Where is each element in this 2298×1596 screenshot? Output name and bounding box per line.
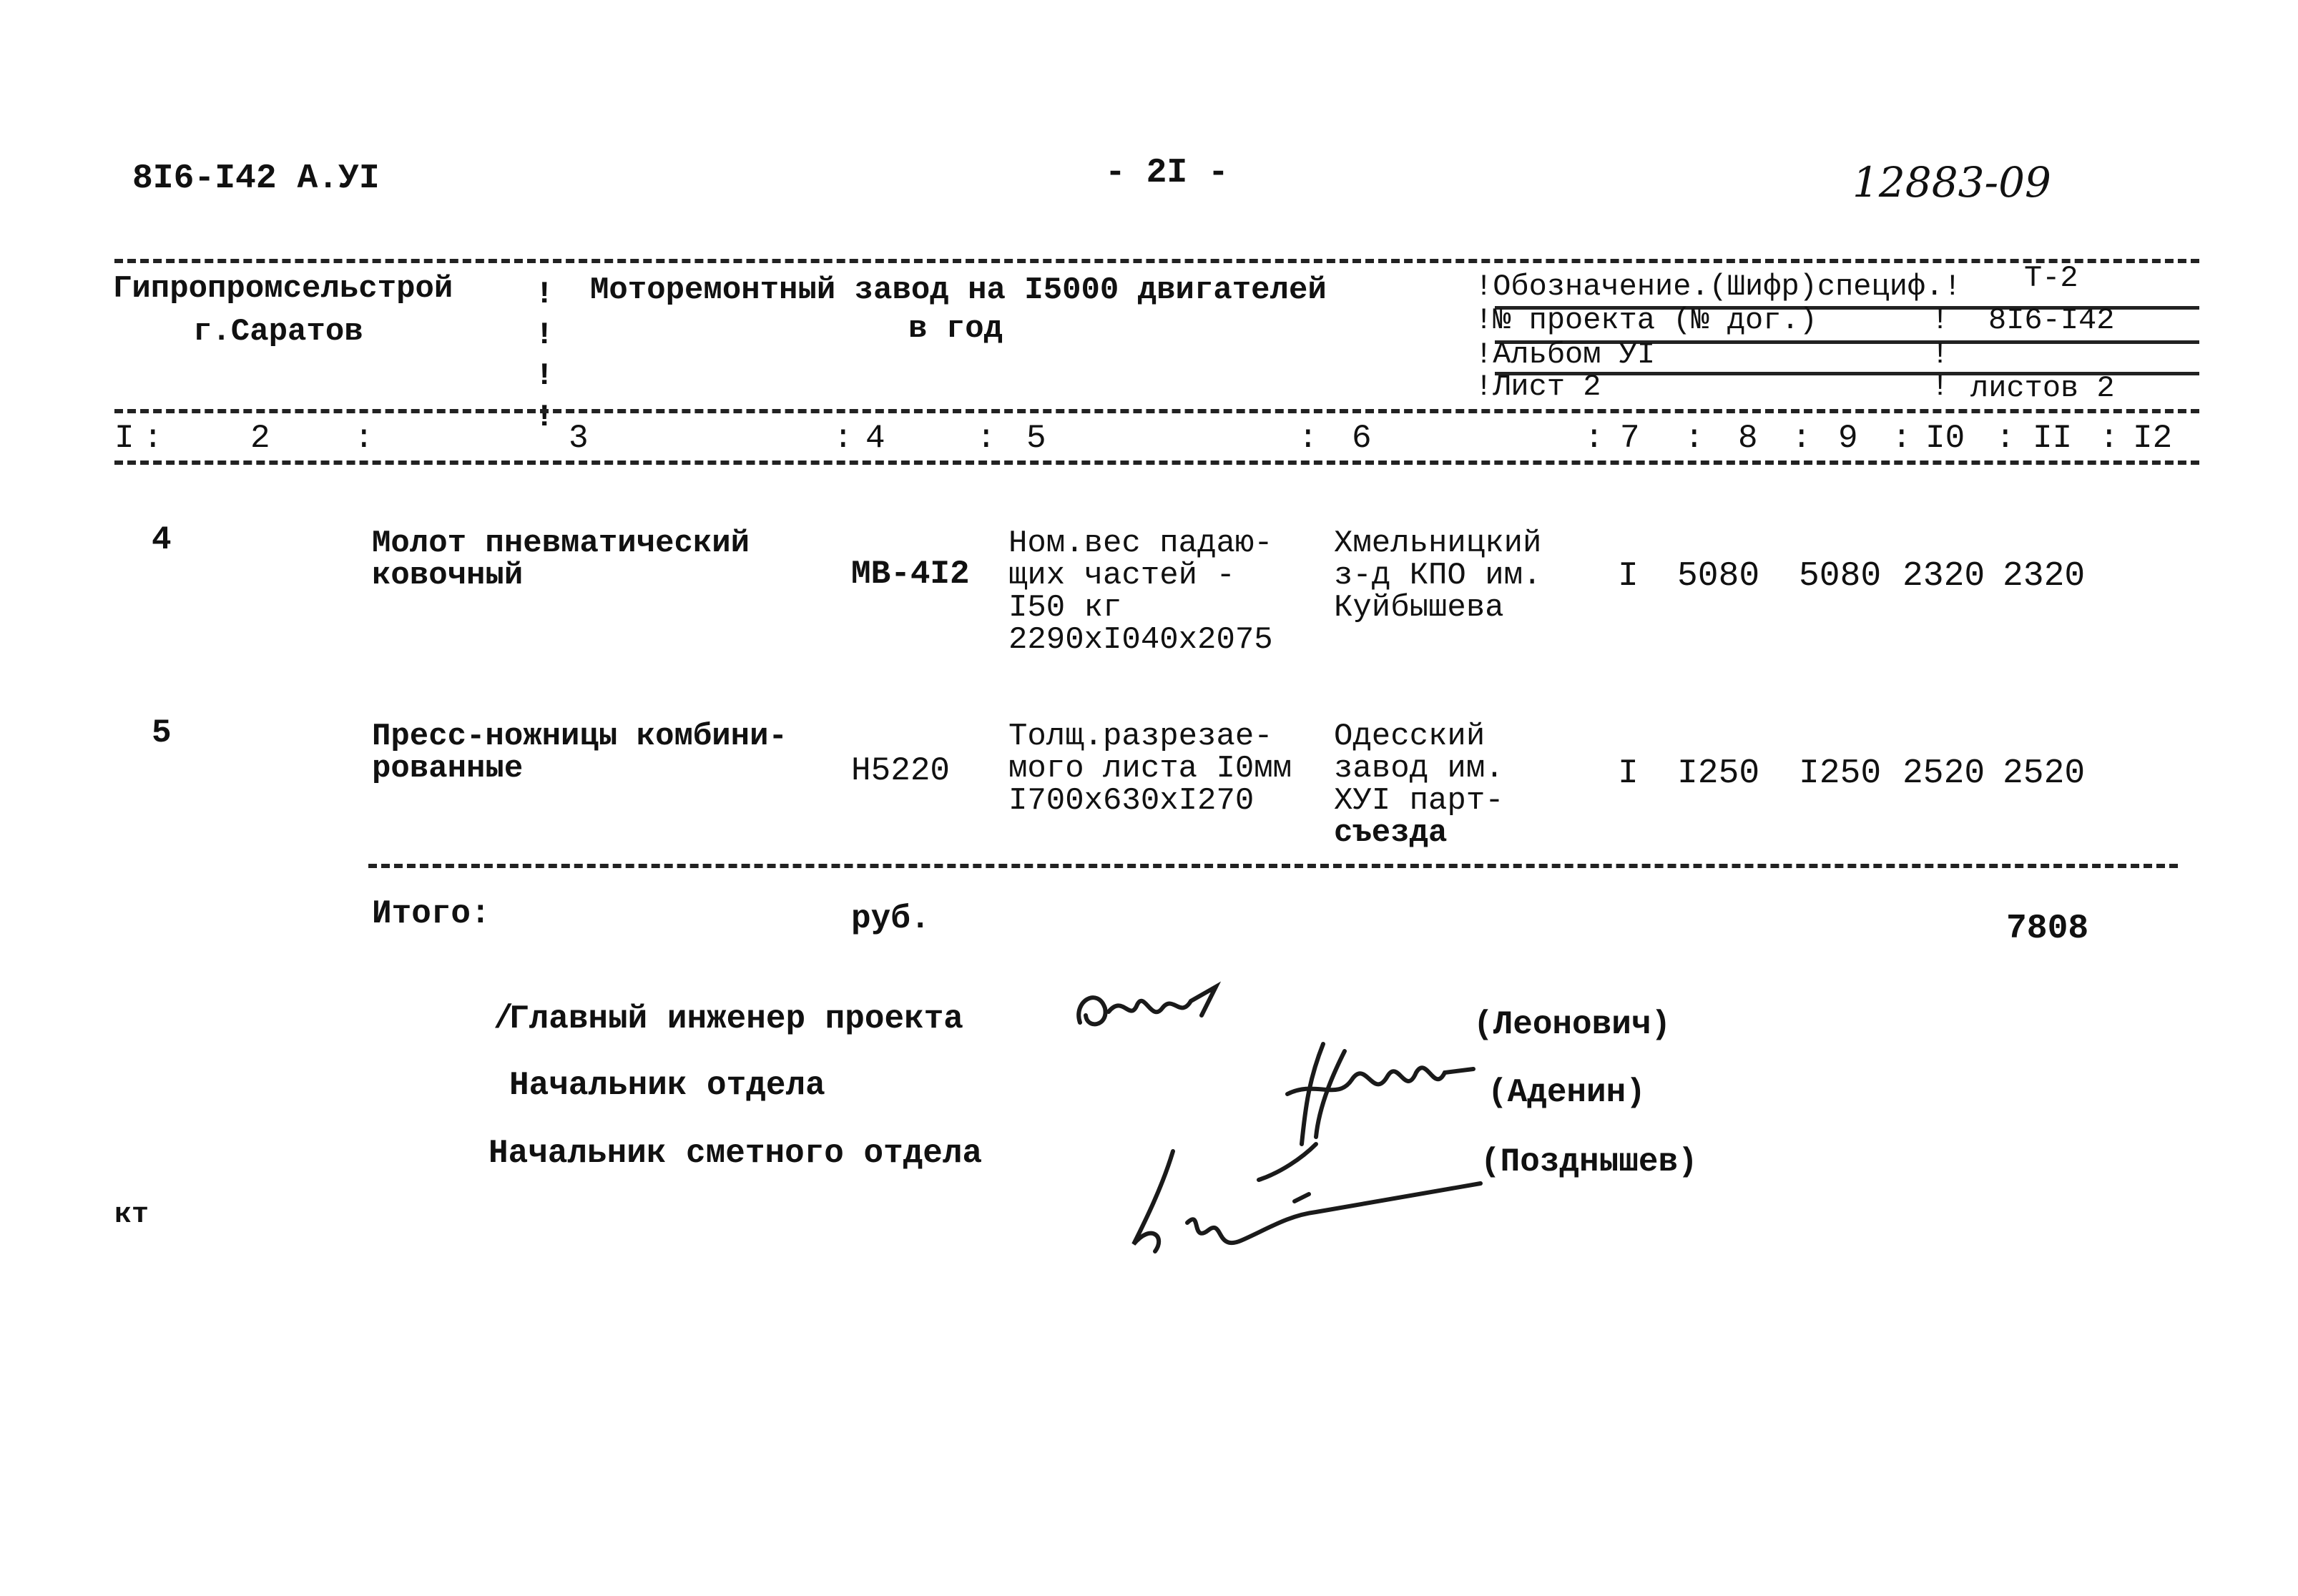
total-unit: руб. — [851, 900, 931, 937]
value-cell-col10: 2320 — [1902, 557, 1985, 596]
column-number: 8 — [1738, 420, 1758, 457]
column-number: 4 — [865, 420, 885, 457]
column-number: 5 — [1026, 420, 1046, 457]
row-number: 5 — [152, 714, 172, 752]
equipment-name: ковочный — [372, 558, 524, 593]
signature-role: Начальник отдела — [509, 1067, 825, 1104]
equipment-spec: Толщ.разрезае- — [1008, 719, 1273, 754]
column-separators: : — [1892, 420, 1912, 457]
value-cell-col10: 2520 — [1902, 754, 1985, 793]
column-separators: : — [143, 420, 163, 457]
signature-scribble-estimates-head — [1123, 1137, 1509, 1258]
project-number-value: 8I6-I42 — [1988, 303, 2115, 338]
column-number: I0 — [1925, 420, 1965, 457]
manufacturer: завод им. — [1334, 751, 1504, 787]
value-cell-col9: 5080 — [1799, 557, 1882, 596]
organization-name: Гипропромсельстрой — [113, 271, 453, 307]
equipment-spec: I50 кг — [1008, 590, 1122, 626]
manufacturer: Куйбышева — [1334, 590, 1504, 626]
column-separators: : — [1584, 420, 1604, 457]
column-number: 3 — [569, 420, 589, 457]
document-code: 8I6-I42 А.УI — [132, 159, 380, 198]
title-block-separator: ! — [1931, 338, 1950, 372]
title-block-bottom-rule — [114, 409, 2199, 413]
equipment-name: рованные — [372, 751, 524, 787]
column-separators: : — [833, 420, 853, 457]
title-block-separator: ! ! ! ! — [535, 277, 554, 435]
column-separators: : — [1792, 420, 1812, 457]
spec-designation-value: Т-2 — [2024, 261, 2078, 295]
signature-name: (Аденин) — [1488, 1074, 1646, 1111]
row-number: 4 — [152, 521, 172, 558]
column-separators: : — [976, 420, 996, 457]
equipment-spec: щих частей - — [1008, 558, 1235, 593]
signature-scribble-department-head — [1273, 1037, 1488, 1151]
footer-mark: кт — [114, 1199, 149, 1231]
quantity-cell: I — [1618, 557, 1639, 596]
signature-name: (Леонович) — [1473, 1006, 1671, 1043]
project-title-line1: Моторемонтный завод на I5000 двигателей — [590, 272, 1327, 308]
column-separators: : — [1995, 420, 2015, 457]
quantity-cell: I — [1618, 754, 1639, 793]
column-number: II — [2033, 420, 2073, 457]
column-separators: : — [354, 420, 374, 457]
column-number: I — [114, 420, 134, 457]
title-block-separator: ! — [1931, 370, 1950, 404]
signature-role: Начальник сметного отдела — [488, 1135, 983, 1172]
handwritten-archive-number: 12883-09 — [1852, 158, 2051, 207]
manufacturer: ХУI парт- — [1334, 783, 1504, 819]
equipment-spec: I700х630хI270 — [1008, 783, 1254, 819]
column-separators: : — [2099, 420, 2119, 457]
signature-role: Главный инженер проекта — [509, 1000, 963, 1038]
column-number: 7 — [1620, 420, 1640, 457]
title-block-separator: ! — [1931, 303, 1950, 338]
spec-designation-label: !Обозначение.(Шифр)специф.! — [1475, 270, 1962, 304]
manufacturer: Одесский — [1334, 719, 1486, 754]
title-block-top-rule — [114, 259, 2199, 263]
project-title-line2: в год — [908, 311, 1003, 347]
value-cell-col8: I250 — [1677, 754, 1760, 793]
signature-name: (Позднышев) — [1481, 1143, 1698, 1181]
page-number: - 2I - — [1105, 154, 1229, 192]
total-label: Итого: — [372, 895, 491, 932]
value-cell-col8: 5080 — [1677, 557, 1760, 596]
column-number: 6 — [1352, 420, 1372, 457]
sheet-label: !Лист 2 — [1475, 370, 1601, 404]
manufacturer: съезда — [1334, 815, 1448, 851]
column-number: 9 — [1838, 420, 1858, 457]
equipment-spec: 2290хI040х2075 — [1008, 622, 1273, 658]
value-cell-col11: 2320 — [2003, 557, 2086, 596]
total-value: 7808 — [2006, 910, 2089, 948]
equipment-name: Молот пневматический — [372, 526, 750, 561]
column-number: 2 — [250, 420, 270, 457]
equipment-mark: МВ-4I2 — [851, 556, 970, 593]
signature-mark: / — [494, 1000, 514, 1038]
project-number-label: !№ проекта (№ дог.) — [1475, 303, 1817, 338]
column-separators: : — [1298, 420, 1318, 457]
album-label: !Альбом УI — [1475, 338, 1656, 372]
manufacturer: з-д КПО им. — [1334, 558, 1542, 593]
total-rule — [368, 864, 2178, 868]
organization-city: г.Саратов — [193, 314, 363, 350]
column-header-rule — [114, 460, 2199, 465]
column-number: I2 — [2133, 420, 2173, 457]
signature-scribble-chief-engineer — [1066, 972, 1237, 1051]
manufacturer: Хмельницкий — [1334, 526, 1542, 561]
sheets-total: листов 2 — [1970, 371, 2115, 405]
equipment-spec: Ном.вес падаю- — [1008, 526, 1273, 561]
value-cell-col11: 2520 — [2003, 754, 2086, 793]
value-cell-col9: I250 — [1799, 754, 1882, 793]
equipment-name: Пресс-ножницы комбини- — [372, 719, 787, 754]
column-separators: : — [1684, 420, 1704, 457]
equipment-spec: мого листа I0мм — [1008, 751, 1292, 787]
equipment-mark: Н5220 — [851, 752, 951, 789]
